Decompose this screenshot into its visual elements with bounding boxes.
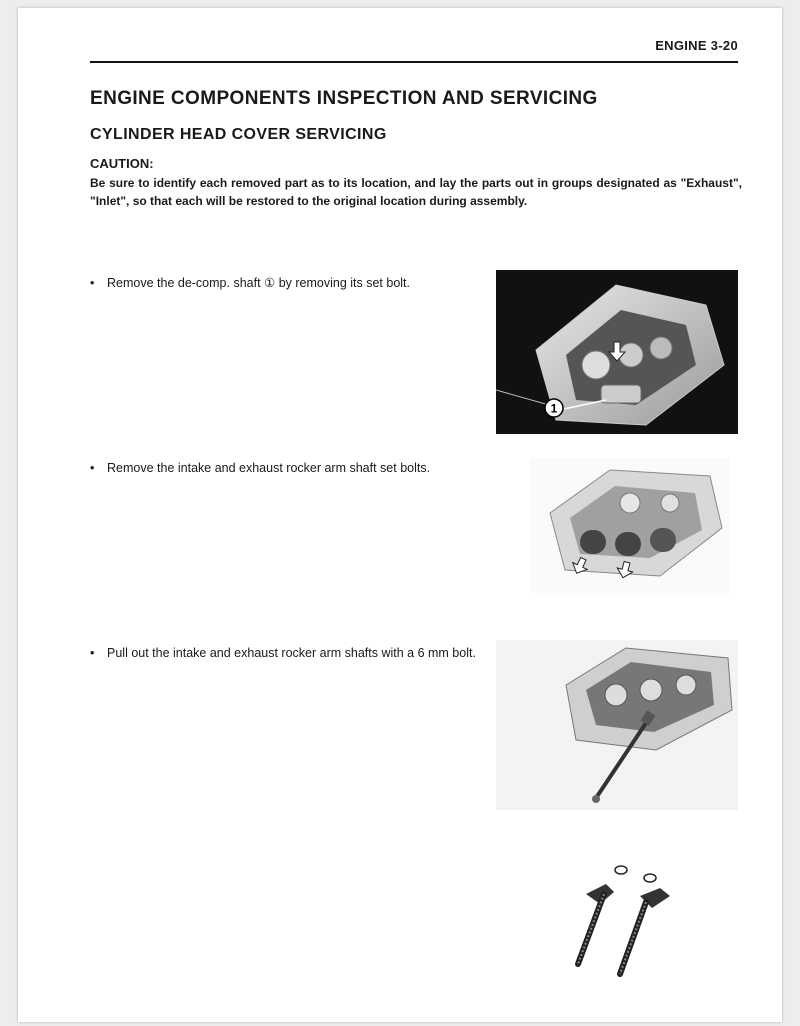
step-text: Remove the intake and exhaust rocker arm shaft set bolts.: [107, 461, 431, 475]
cylinder-head-photo: [496, 270, 738, 434]
step-3: [90, 644, 478, 663]
step-text: Pull out the intake and exhaust rocker arm shafts with a 6 mm bolt.: [107, 646, 476, 660]
step-2: [90, 459, 478, 478]
rocker-arms-parts-photo: [548, 856, 708, 986]
manual-page: [18, 8, 782, 1022]
step-text: Remove the de-comp. shaft ① by removing its set bolt.: [107, 276, 411, 290]
photo-rocker-arms: [548, 856, 708, 986]
photo-decomp-shaft: [496, 270, 738, 434]
header-page-number: 3-20: [710, 38, 738, 53]
header-rule: [90, 61, 738, 63]
shaft-removal-photo: [496, 640, 738, 810]
page-header: [90, 38, 738, 57]
page-title: ENGINE COMPONENTS INSPECTION AND SERVICING: [90, 88, 598, 109]
bullet: •: [90, 461, 95, 475]
caution-label: CAUTION:: [90, 156, 154, 171]
header-section: ENGINE: [655, 38, 707, 53]
step-1: [90, 274, 478, 293]
photo-rocker-set-bolts: [530, 458, 730, 593]
bullet: •: [90, 646, 95, 660]
caution-text: Be sure to identify each removed part as to its location, and lay the parts out in groups designated as "Exhaust", "Inlet", so that each will be restored to the original location during assembly.: [90, 176, 742, 208]
bullet: •: [90, 276, 95, 290]
photo-pull-shaft: [496, 640, 738, 810]
callout-1: 1: [550, 401, 558, 416]
section-title: CYLINDER HEAD COVER SERVICING: [90, 126, 387, 143]
cylinder-head-bolts-photo: [530, 458, 730, 593]
